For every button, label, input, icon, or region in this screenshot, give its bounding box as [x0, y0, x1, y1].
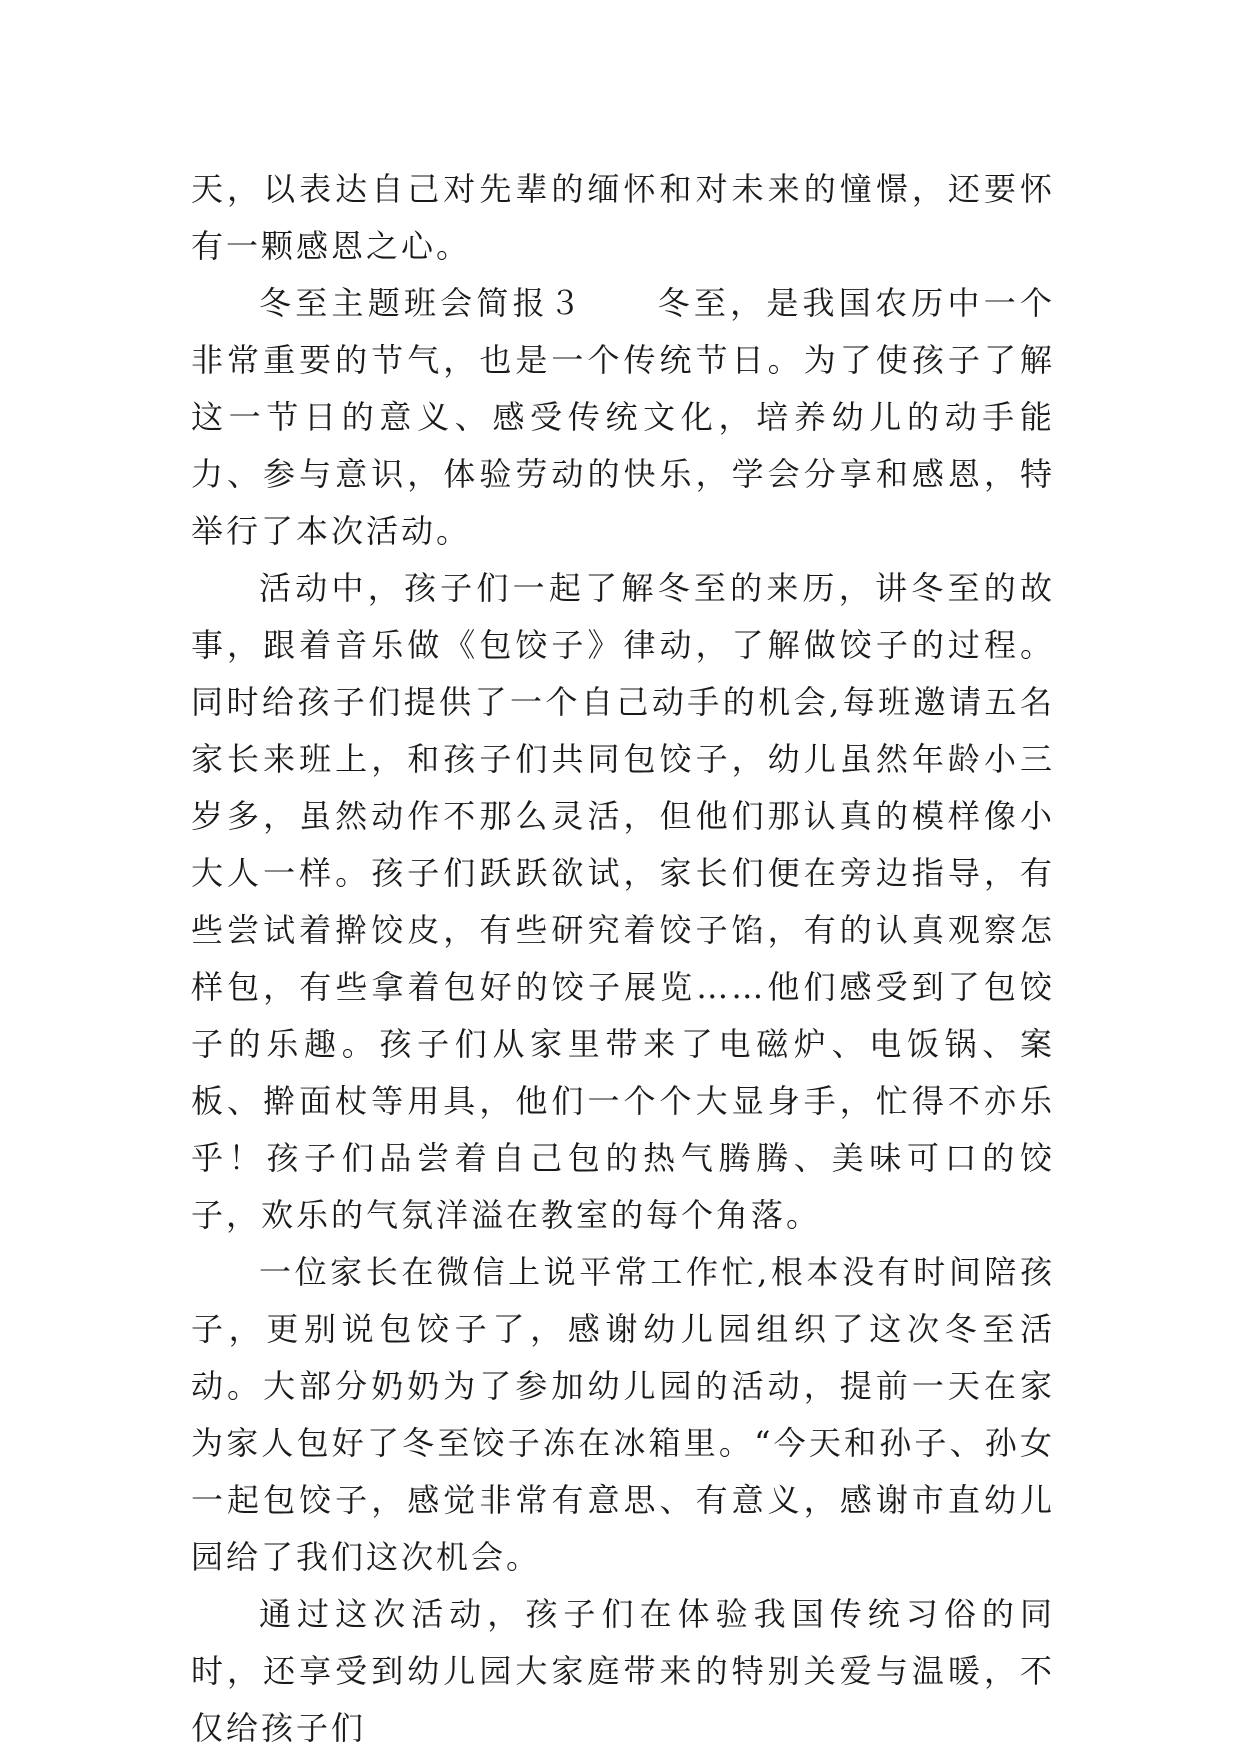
paragraph-parent-feedback: 一位家长在微信上说平常工作忙,根本没有时间陪孩子，更别说包饺子了，感谢幼儿园组织了这次冬至活动。大部分奶奶为了参加幼儿园的活动，提前一天在家为家人包好了冬至饺子冻在冰箱里。“今天和孙子、孙女一起包饺子，感觉非常有意思、有意义，感谢市直幼儿园给了我们这次机会。: [191, 1253, 1055, 1576]
paragraph-activity: 活动中，孩子们一起了解冬至的来历，讲冬至的故事，跟着音乐做《包饺子》律动，了解做饺子的过程。同时给孩子们提供了一个自己动手的机会,每班邀请五名家长来班上，和孩子们共同包饺子，幼儿虽然年龄小三岁多，虽然动作不那么灵活，但他们那认真的模样像小大人一样。孩子们跃跃欲试，家长们便在旁边指导，有些尝试着擀饺皮，有些研究着饺子馅，有的认真观察怎样包，有些拿着包好的饺子展览……他们感受到了包饺子的乐趣。孩子们从家里带来了电磁炉、电饭锅、案板、擀面杖等用具，他们一个个大显身手，忙得不亦乐乎！孩子们品尝着自己包的热气腾腾、美味可口的饺子，欢乐的气氛洋溢在教室的每个角落。: [191, 569, 1055, 1234]
paragraph-report-intro: 冬至主题班会简报３ 冬至，是我国农历中一个非常重要的节气，也是一个传统节日。为了使孩子了解这一节日的意义、感受传统文化，培养幼儿的动手能力、参与意识，体验劳动的快乐，学会分享和感恩，特举行了本次活动。: [191, 284, 1055, 550]
paragraph-continuation: 天，以表达自己对先辈的缅怀和对未来的憧憬，还要怀有一颗感恩之心。: [191, 170, 1055, 265]
paragraph-conclusion: 通过这次活动，孩子们在体验我国传统习俗的同时，还享受到幼儿园大家庭带来的特别关爱与温暖，不仅给孩子们: [191, 1595, 1055, 1747]
body-text: [191, 161, 1055, 1757]
